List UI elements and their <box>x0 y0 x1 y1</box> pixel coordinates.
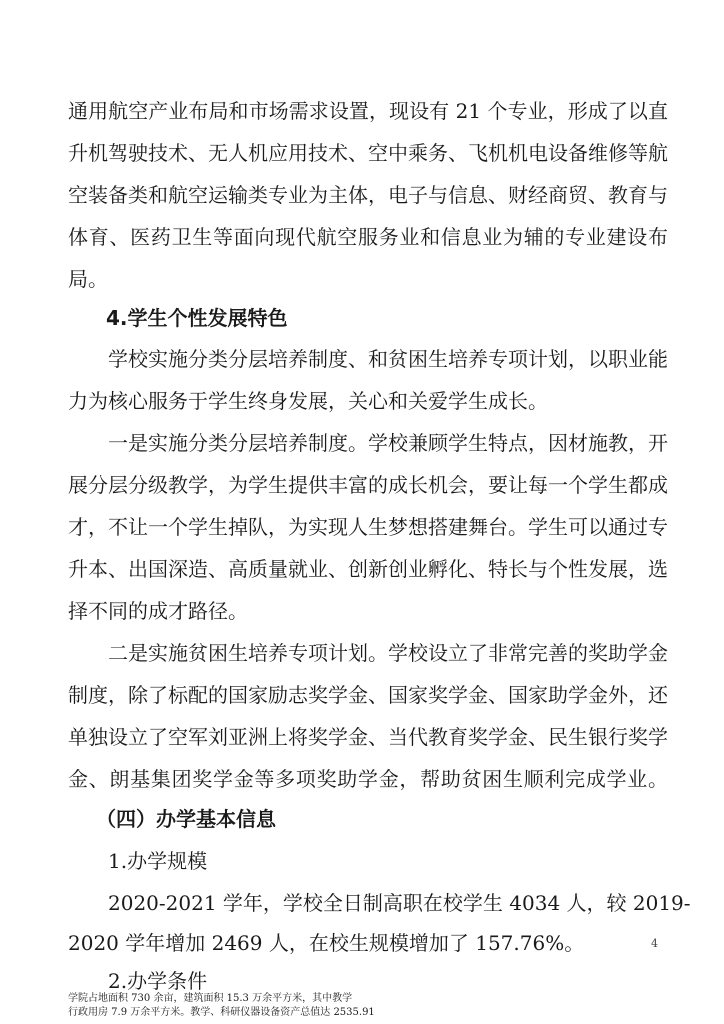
body-text-line: 行政用房 7.9 万余平方米。教学、科研仪器设备资产总值达 2535.91 <box>68 1007 375 1018</box>
body-text-line: 升机驾驶技术、无人机应用技术、空中乘务、飞机机电设备维修等航 <box>68 141 668 165</box>
subsection-heading: 1.办学规模 <box>108 849 208 873</box>
body-text-line: 才，不让一个学生掉队，为实现人生梦想搭建舞台。学生可以通过专 <box>68 515 668 539</box>
body-text-line: 学校实施分类分层培养制度、和贫困生培养专项计划，以职业能 <box>108 347 668 371</box>
subsection-heading: 2.办学条件 <box>108 969 208 993</box>
body-text-line: 展分层分级教学，为学生提供丰富的成长机会，要让每一个学生都成 <box>68 473 668 497</box>
page-number: 4 <box>651 937 658 950</box>
body-text-line: 金、朗基集团奖学金等多项奖助学金，帮助贫困生顺利完成学业。 <box>68 767 668 791</box>
body-text-line: 二是实施贫困生培养专项计划。学校设立了非常完善的奖助学金 <box>108 641 668 665</box>
body-text-line: 单独设立了空军刘亚洲上将奖学金、当代教育奖学金、民生银行奖学 <box>68 725 668 749</box>
body-text-line: 学院占地面积 730 余亩，建筑面积 15.3 万余平方米，其中教学 <box>68 993 353 1004</box>
continued-text-block <box>68 992 668 1020</box>
body-text-line: 一是实施分类分层培养制度。学校兼顾学生特点，因材施教，开 <box>108 431 668 455</box>
body-text-line: 2020 学年增加 2469 人，在校生规模增加了 157.76%。 <box>68 931 585 955</box>
body-text-line: 体育、医药卫生等面向现代航空服务业和信息业为辅的专业建设布 <box>68 225 668 249</box>
body-text-line: 升本、出国深造、高质量就业、创新创业孵化、特长与个性发展，选 <box>68 557 668 581</box>
body-text-line: 空装备类和航空运输类专业为主体，电子与信息、财经商贸、教育与 <box>68 183 668 207</box>
body-text-line: 择不同的成才路径。 <box>68 599 248 623</box>
part-heading: （四）办学基本信息 <box>96 807 276 831</box>
body-text-line: 力为核心服务于学生终身发展，关心和关爱学生成长。 <box>68 389 548 413</box>
body-text-line: 通用航空产业布局和市场需求设置，现设有 21 个专业，形成了以直 <box>68 99 668 123</box>
body-text-line: 制度，除了标配的国家励志奖学金、国家奖学金、国家助学金外，还 <box>68 683 668 707</box>
section-heading: 4.学生个性发展特色 <box>106 306 288 330</box>
body-text-line: 2020-2021 学年，学校全日制高职在校学生 4034 人，较 2019- <box>108 891 691 915</box>
body-text-line: 局。 <box>68 267 108 291</box>
